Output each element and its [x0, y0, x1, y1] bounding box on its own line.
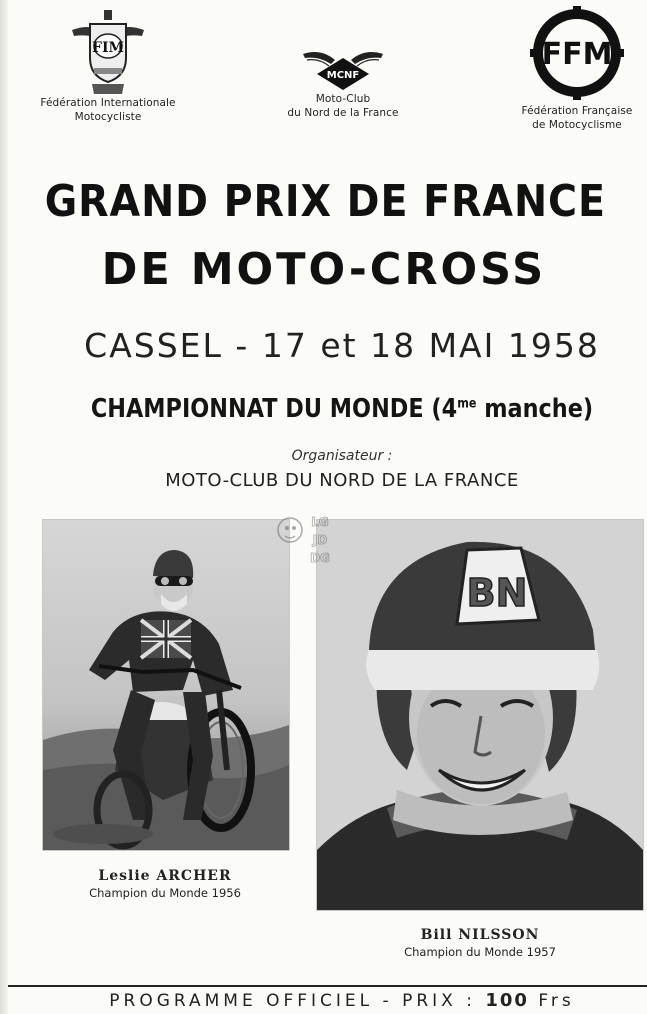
mcnf-line1: Moto-Club [315, 93, 371, 105]
ffm-line2: de Motocyclisme [532, 119, 622, 131]
event-year: 1958 [507, 326, 600, 365]
event-dash: - [235, 326, 250, 365]
photo-leslie-archer [42, 519, 290, 851]
organizer-name: MOTO-CLUB DU NORD DE LA FRANCE [165, 470, 519, 491]
fim-logo-block [38, 8, 178, 124]
page-edge [0, 0, 8, 1014]
event-et: et [320, 326, 358, 365]
footer [0, 990, 647, 1011]
event-place: CASSEL [84, 326, 223, 365]
fim-logo-icon [68, 8, 148, 96]
ffm-logo-block [512, 6, 642, 132]
rider-name-right: Bill NILSSON [420, 927, 540, 943]
footer-currency: Frs [538, 991, 575, 1011]
mcnf-logo-icon [301, 46, 385, 92]
caption-leslie-archer [42, 868, 288, 900]
svg-text:LG: LG [311, 515, 329, 529]
svg-text:FIM: FIM [92, 40, 124, 56]
championship-round: ($4^{me}$ manche) [431, 394, 594, 424]
footer-rule [8, 985, 647, 987]
championship-line [48, 394, 636, 424]
organizer-label: Organisateur : [291, 448, 393, 464]
event-day1: 17 [261, 326, 308, 365]
ffm-logo-icon [530, 6, 624, 100]
rider-name-left: Leslie ARCHER [98, 868, 232, 884]
mcnf-logo-block [268, 46, 418, 120]
footer-price: 100 [485, 990, 529, 1011]
svg-text:FFM: FFM [541, 37, 613, 72]
svg-text:MCNF: MCNF [326, 70, 360, 81]
event-month: MAI [428, 326, 496, 365]
svg-text:DG: DG [310, 551, 330, 565]
rider-title-left: Champion du Monde 1956 [89, 886, 241, 900]
mcnf-line2: du Nord de la France [287, 107, 399, 119]
event-day2: 18 [370, 326, 417, 365]
footer-label: PROGRAMME OFFICIEL - PRIX : [109, 991, 476, 1011]
watermark-logo [276, 508, 336, 568]
fim-line1: Fédération Internationale [40, 97, 176, 109]
svg-text:JD: JD [312, 533, 328, 547]
fim-line2: Motocycliste [74, 111, 142, 123]
championship-label: CHAMPIONNAT DU MONDE [90, 394, 424, 424]
ffm-line1: Fédération Française [521, 105, 633, 117]
photo-bill-nilsson [316, 519, 644, 911]
caption-bill-nilsson [360, 927, 600, 959]
title-line-2: DE MOTO-CROSS [101, 244, 547, 295]
title-line-1: GRAND PRIX DE FRANCE [44, 176, 606, 227]
rider-title-right: Champion du Monde 1957 [404, 945, 556, 959]
helmet-text: BN [466, 571, 528, 615]
event-date-line [0, 326, 647, 365]
